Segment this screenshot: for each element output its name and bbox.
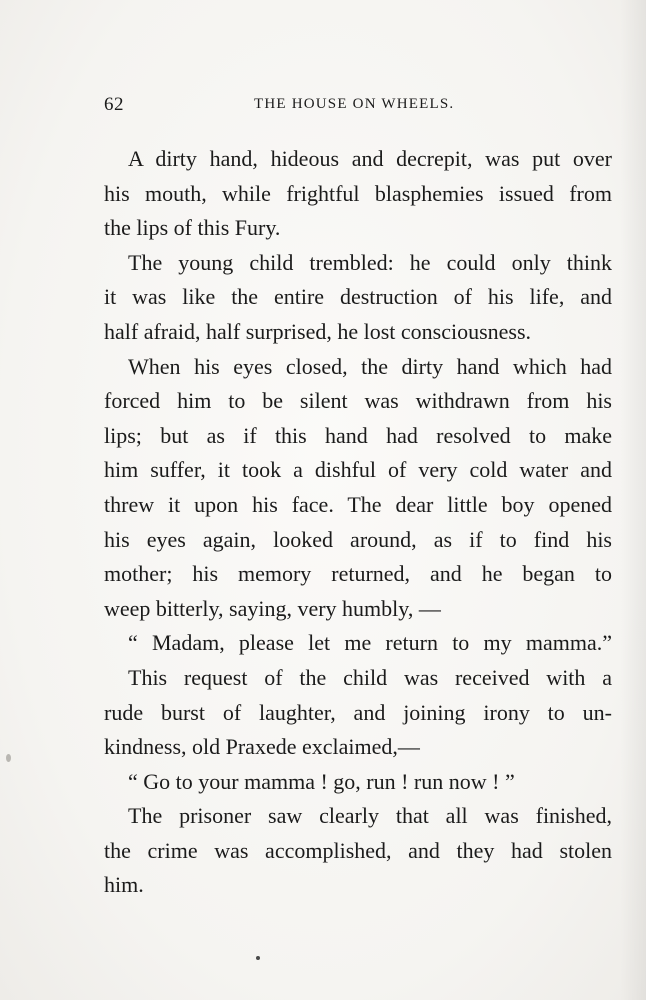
page-number: 62	[104, 94, 124, 115]
text-line: “ Madam, please let me return to my mamma.”	[128, 630, 612, 656]
text-line: The prisoner saw clearly that all was finished,	[128, 803, 612, 829]
page-header	[104, 94, 544, 124]
text-line: rude burst of laughter, and joining irony to un-	[104, 699, 612, 725]
text-line: him.	[104, 872, 144, 898]
text-line: his eyes again, looked around, as if to find his	[104, 526, 612, 552]
text-line: mother; his memory returned, and he began to	[104, 561, 612, 587]
page-edge-shadow	[620, 0, 646, 1000]
text-line: the lips of this Fury.	[104, 215, 281, 241]
text-line: half afraid, half surprised, he lost consciousness.	[104, 318, 532, 344]
ink-speck	[256, 956, 260, 960]
body-text	[104, 142, 612, 903]
text-line: A dirty hand, hideous and decrepit, was put over	[128, 146, 612, 171]
text-line: kindness, old Praxede exclaimed,—	[104, 734, 420, 760]
text-line: This request of the child was received with a	[128, 664, 612, 690]
text-line: him suffer, it took a dishful of very cold water and	[104, 457, 612, 483]
text-line: When his eyes closed, the dirty hand which had	[128, 353, 612, 379]
text-line: his mouth, while frightful blasphemies issued from	[104, 180, 612, 206]
text-line: “ Go to your mamma ! go, run ! run now ! ”	[128, 768, 515, 794]
text-line: forced him to be silent was withdrawn from his	[104, 388, 612, 414]
running-title: THE HOUSE ON WHEELS.	[254, 96, 455, 112]
text-line: The young child trembled: he could only think	[128, 249, 612, 275]
text-line: weep bitterly, saying, very humbly, —	[104, 595, 441, 621]
text-line: lips; but as if this hand had resolved to make	[104, 422, 612, 448]
text-line: the crime was accomplished, and they had stolen	[104, 837, 612, 863]
ink-speck	[6, 754, 11, 762]
text-line: it was like the entire destruction of his life, and	[104, 284, 612, 310]
text-line: threw it upon his face. The dear little boy opened	[104, 491, 612, 517]
